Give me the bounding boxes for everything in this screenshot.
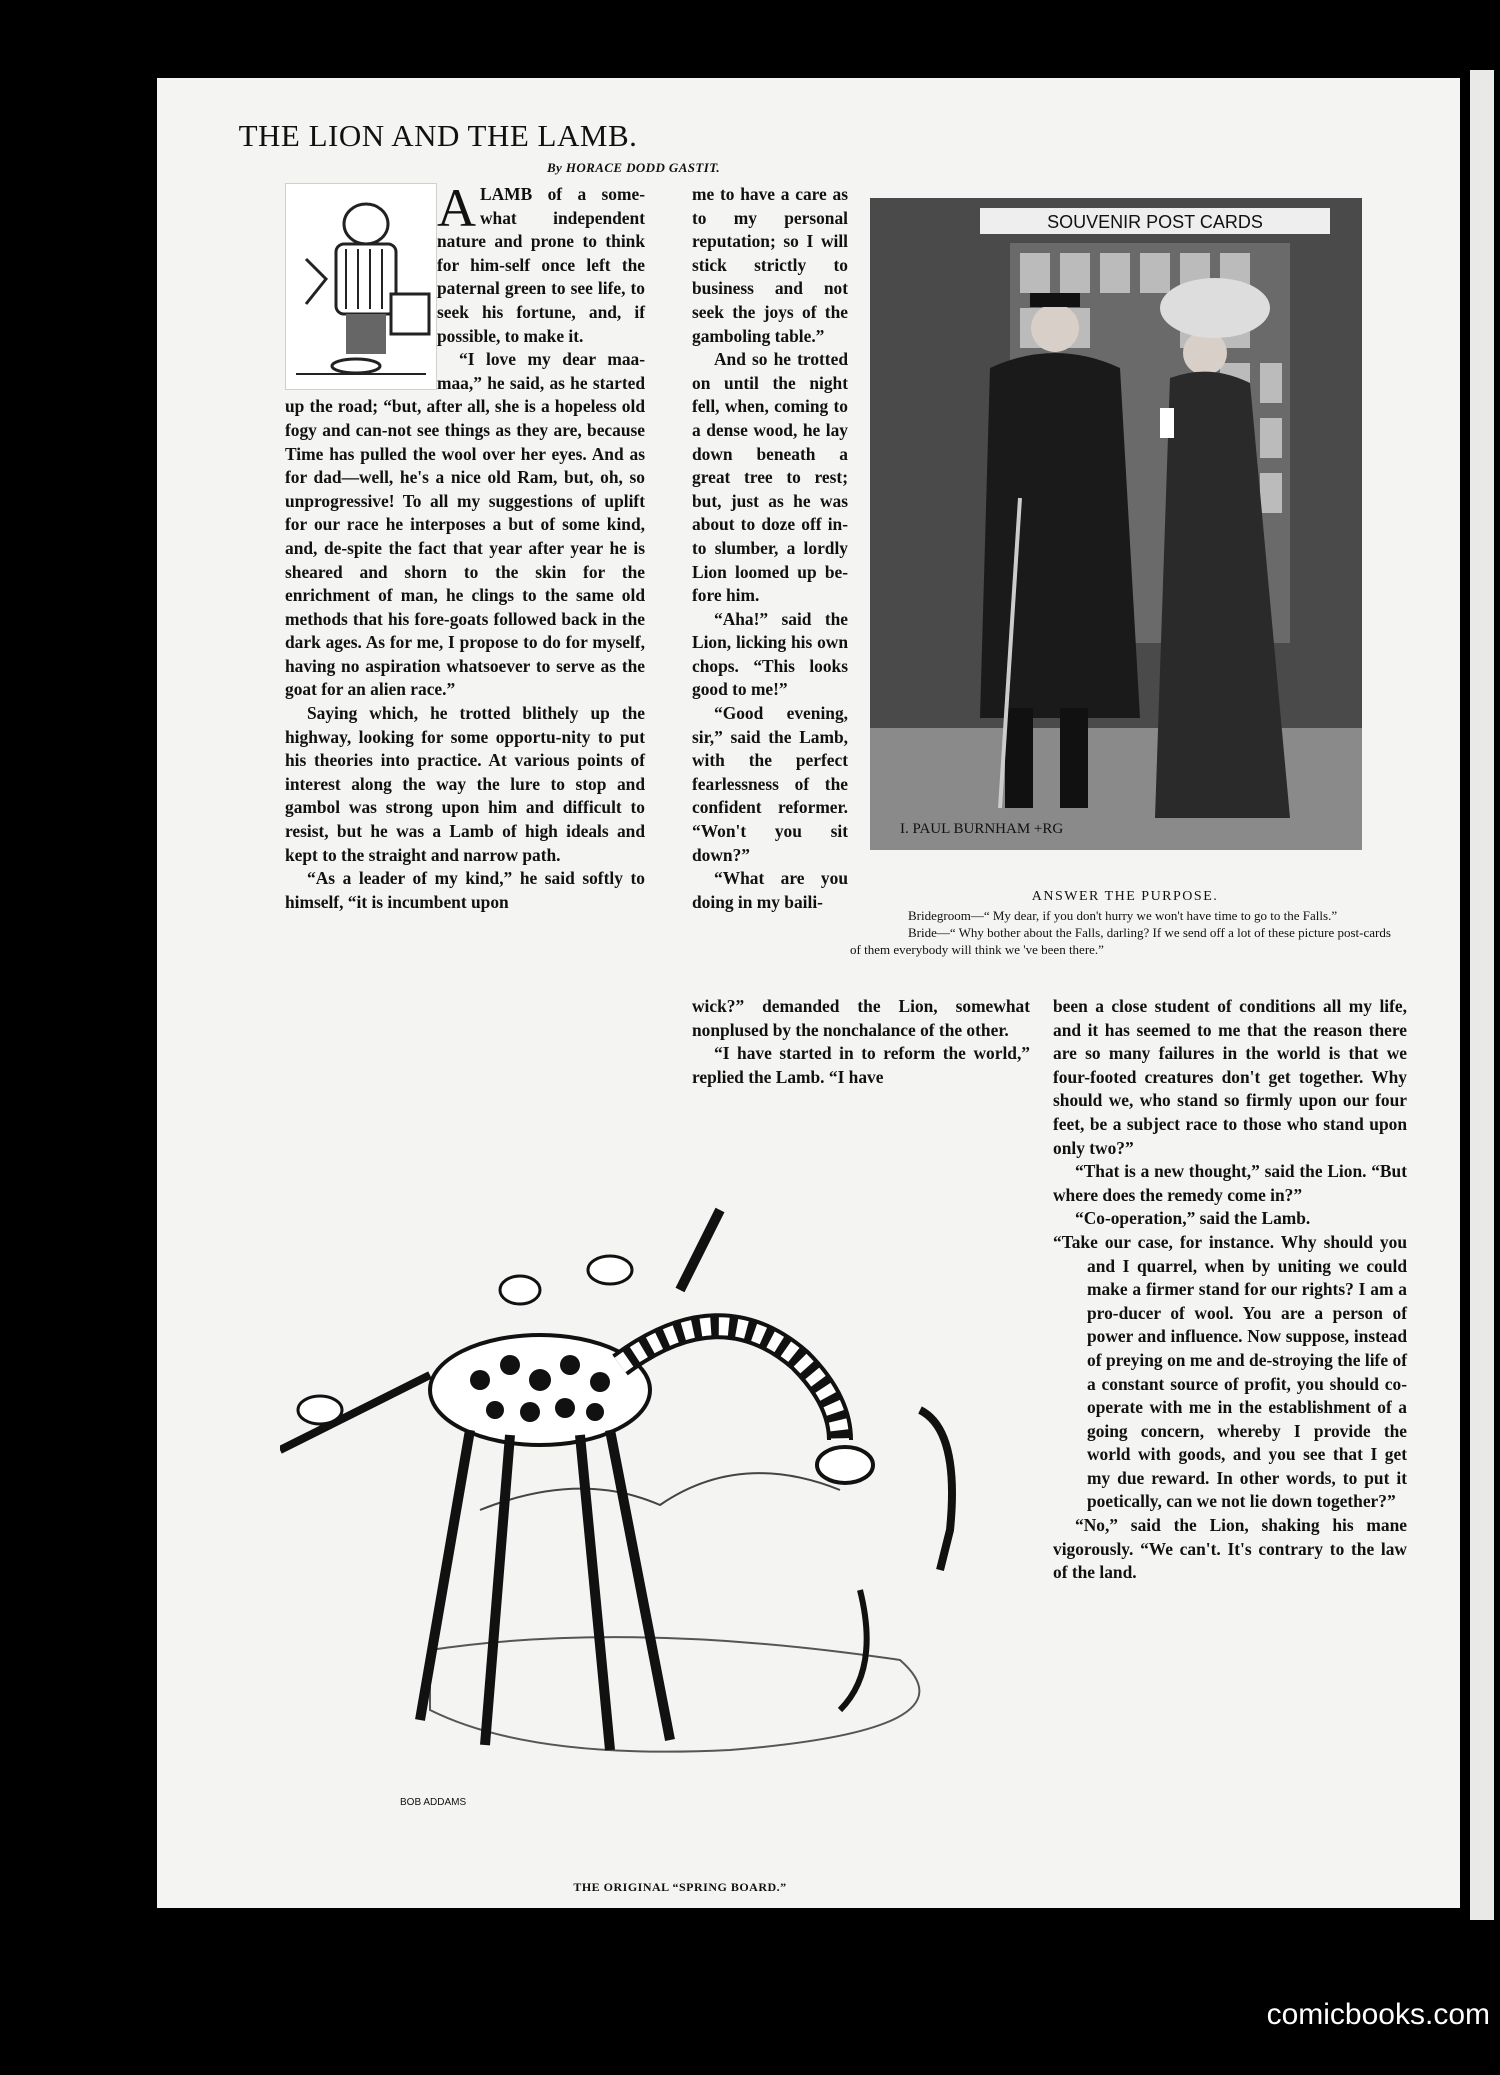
postcard-caption: [850, 888, 1400, 958]
caption-title: ANSWER THE PURPOSE.: [1031, 889, 1219, 904]
caption-line: Bridegroom—“ My dear, if you don't hurry we won't have time to go to the Falls.”: [908, 908, 1338, 923]
paragraph: “Aha!” said the Lion, licking his own chops. “This looks good to me!”: [692, 608, 848, 700]
caption-line: Bride—“ Why bother about the Falls, darling? If we send off a lot of these picture post-cards of them everybody will think we 've been there.”: [850, 925, 1391, 957]
paragraph: Saying which, he trotted blithely up the highway, looking for some opportu-nity to put his theories into practice. At various points of interest along the way the lure to stop and gambol was strong upon him and difficult to resist, but he was a Lamb of high ideals and kept to the straight and narrow path.: [285, 703, 645, 865]
paragraph: “I love my dear maa-maa,” he said, as he started up the road; “but, after all, she is a hopeless old fogy and can-not see things as they are, because Time has pulled the wool over her eyes. And as for dad—well, he's a nice old Ram, but, oh, so unprogressive! To all my suggestions of uplift for our race he interposes a but of some kind, and, de-spite the fact that year after year he is sheared and shorn to the skin for the enrichment of man, he clings to the same old methods that his fore-goats followed back in the dark ages. As for me, I propose to do for myself, having no aspiration whatsoever to serve as the goat for an alien race.”: [285, 349, 645, 700]
paragraph: And so he trotted on until the night fell, when, coming to a dense wood, he lay down beneath a great tree to rest; but, just as he was about to doze off in-to slumber, a lordly Lion loomed up be-fore him.: [692, 349, 848, 606]
site-watermark: comicbooks.com: [1266, 1998, 1490, 2031]
giraffe-springboard-svg: [280, 1150, 1040, 1840]
paragraph: “Good evening, sir,” said the Lamb, with the perfect fearlessness of the confident reformer. “Won't you sit down?”: [692, 703, 848, 865]
workman-vignette-illustration: [285, 183, 437, 390]
article-column-2: [692, 183, 848, 914]
postcard-couple-illustration: [870, 198, 1362, 850]
article-byline: By HORACE DODD GASTIT.: [546, 160, 720, 175]
article-column-1: [285, 178, 645, 914]
paragraph: LAMB of a some-what independent nature and prone to think for him-self once left the paternal green to see life, to seek his fortune, and, if possible, to make it.: [437, 184, 645, 346]
giraffe-caption: THE ORIGINAL “SPRING BOARD.”: [573, 1880, 787, 1894]
drop-cap: A: [437, 178, 476, 238]
workman-vignette-svg: [286, 184, 436, 389]
paragraph: me to have a care as to my personal reputation; so I will stick strictly to business and not seek the joys of the gamboling table.”: [692, 184, 848, 346]
paragraph: “What are you doing in my baili-: [692, 868, 848, 912]
giraffe-springboard-illustration: [280, 1150, 1040, 1840]
postcard-couple-svg: [870, 198, 1362, 850]
paragraph: wick?” demanded the Lion, somewhat nonplused by the nonchalance of the other.: [692, 996, 1030, 1040]
cartoonist-signature: BOB ADDAMS: [400, 1797, 467, 1808]
article-column-mid: [692, 995, 1030, 1089]
paragraph: been a close student of conditions all my life, and it has seemed to me that the reason there are so many failures in the world is that we four-footed creatures don't get together. Why should we, who stand so firmly upon our four feet, be a subject race to those who stand upon only two?”: [1053, 996, 1407, 1158]
paragraph: “Take our case, for instance. Why should you and I quarrel, when by uniting we could make a firmer stand for our rights? I am a pro-ducer of wool. You are a person of power and influence. Now suppose, instead of preying on me and de-stroying the life of a constant source of profit, you should co-operate with me in the establishment of a going concern, whereby I provide the world with goods, and you see that I get my due reward. In other words, to put it poetically, can we not lie down together?”: [1053, 1231, 1407, 1512]
postcard-sign-text: SOUVENIR POST CARDS: [1047, 212, 1263, 232]
paragraph: “That is a new thought,” said the Lion. “But where does the remedy come in?”: [1053, 1161, 1407, 1205]
artist-signature: I. PAUL BURNHAM +RG: [900, 821, 1064, 837]
article-column-3: [1053, 995, 1407, 1585]
paragraph: “As a leader of my kind,” he said softly to himself, “it is incumbent upon: [285, 868, 645, 912]
article-title: THE LION AND THE LAMB.: [238, 118, 638, 153]
paragraph: “No,” said the Lion, shaking his mane vigorously. “We can't. It's contrary to the law of the land.: [1053, 1515, 1407, 1583]
adjacent-page-edge: [1470, 70, 1494, 1920]
paragraph: “Co-operation,” said the Lamb.: [1075, 1208, 1311, 1229]
paragraph: “I have started in to reform the world,” replied the Lamb. “I have: [692, 1043, 1030, 1087]
